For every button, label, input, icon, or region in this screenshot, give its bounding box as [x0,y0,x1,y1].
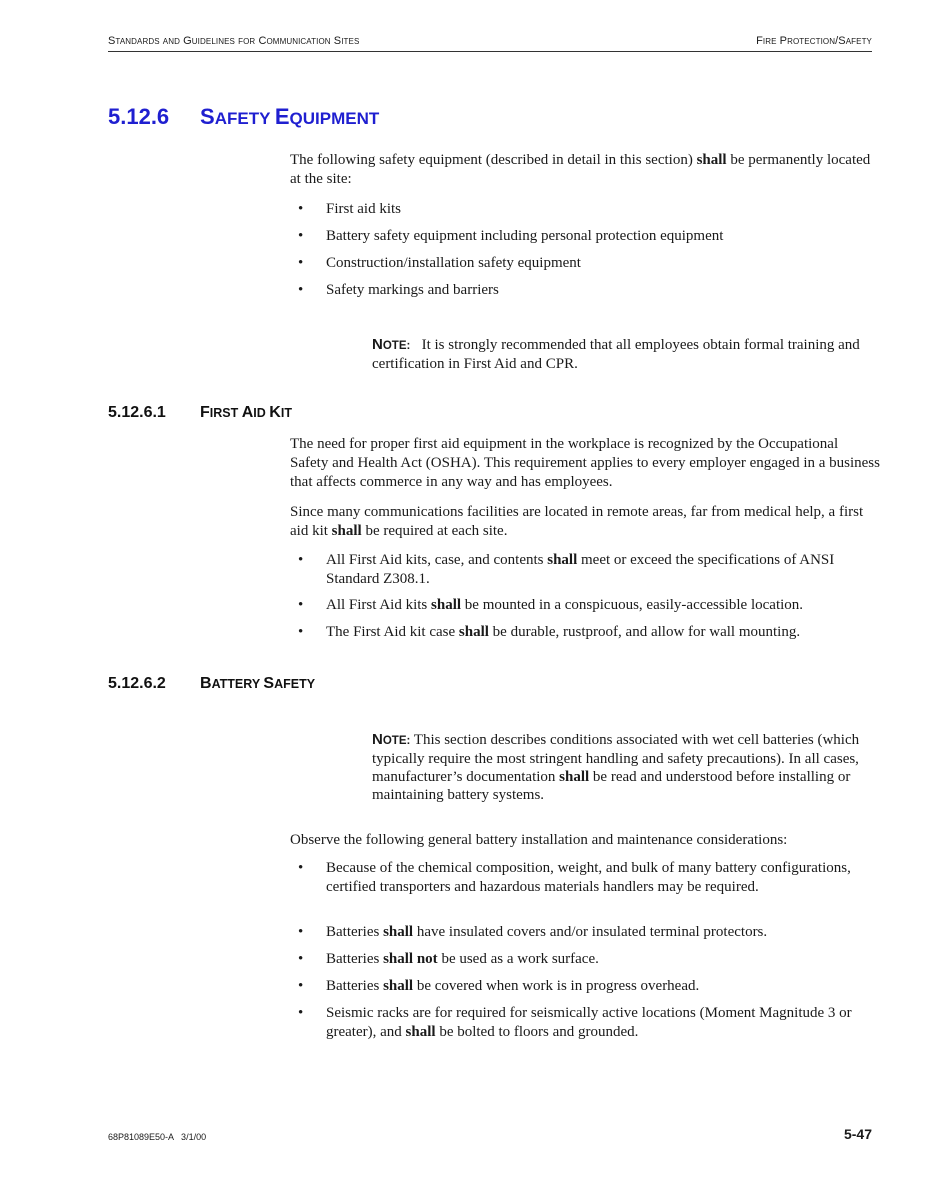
section-title-initial: E [274,104,290,129]
intro-text: The following safety equipment (described in detail in this section) [290,152,697,168]
running-header-left: Standards and Guidelines for Communication Sites [108,35,360,47]
note-training [372,336,877,373]
list-item-text: Batteries shall not be used as a work surface. [326,951,599,967]
header-divider [108,51,872,52]
section-heading [108,104,379,130]
bullet-icon: • [298,597,304,613]
bullet-icon: • [298,201,304,217]
running-header-right: Fire Protection/Safety [756,35,872,47]
battery-intro: Observe the following general battery installation and maintenance considerations: [290,832,788,848]
subsection-title-initial: S [263,675,275,692]
first-aid-paragraph: The need for proper first aid equipment in the workplace is recognized by the Occupational Safety and Health Act (OSHA). This requirement applies to every employer engaged in a business that affects commerce in any way and has employees. [290,436,880,490]
note-label-initial: N [372,731,383,748]
bullet-icon: • [298,860,304,876]
first-aid-paragraph [290,503,880,541]
subsection-title-part: IT [280,406,292,420]
note-battery [372,731,877,804]
list-item-text: First aid kits [326,201,402,217]
paragraph-emphasis: shall [331,523,362,539]
note-label-rest: OTE: [382,735,411,747]
subsection-title-initial: F [200,404,210,421]
bullet-icon: • [298,624,304,640]
bullet-icon: • [298,228,304,244]
list-item-text: The First Aid kit case shall be durable, rustproof, and allow for wall mounting. [326,624,801,640]
bullet-icon: • [298,255,304,271]
list-item-text: Batteries shall be covered when work is in progress overhead. [326,978,700,994]
list-item-text: Construction/installation safety equipment [326,255,581,271]
subsection-title-part: ATTERY [211,677,264,691]
bullet-icon: • [298,924,304,940]
list-item-text: Safety markings and barriers [326,282,499,298]
note-label [372,336,410,353]
note-text: be read and understood before installing or maintaining battery systems. [372,769,851,803]
list-item-text: Batteries shall have insulated covers and/or insulated terminal protectors. [326,924,768,940]
bullet-icon: • [298,978,304,994]
note-label [372,731,410,748]
note-label-rest: OTE: [382,340,411,352]
bullet-icon: • [298,951,304,967]
list-item-text: All First Aid kits shall be mounted in a conspicuous, easily-accessible location. [326,597,804,613]
subsection-title-initial: A [241,404,254,421]
list-item-text: Battery safety equipment including personal protection equipment [326,228,724,244]
subsection-title-part: AFETY [274,677,316,691]
section-title-part: AFETY [214,109,275,128]
list-item-text: All First Aid kits, case, and contents shall meet or exceed the specifications of ANSI Standard Z308.1. [326,552,835,587]
note-label-initial: N [372,336,383,353]
section-title-part: QUIPMENT [289,109,380,128]
intro-text: be permanently located at the site: [290,152,871,187]
paragraph-text: be required at each site. [361,523,508,539]
subsection-heading-first-aid [108,404,292,422]
list-item-text: Because of the chemical composition, weight, and bulk of many battery configurations, certified transporters and hazardous materials handlers may be required. [326,860,851,895]
paragraph-text: Since many communications facilities are located in remote areas, far from medical help, a first aid kit [290,504,864,539]
subsection-title-initial: K [269,404,281,421]
page-number: 5-47 [843,1126,872,1142]
subsection-title-part: IRST [209,406,242,420]
section-title-initial: S [200,104,215,129]
subsection-title-initial: B [200,675,212,692]
intro-emphasis: shall [696,152,727,168]
subsection-number: 5.12.6.2 [108,675,166,692]
bullet-icon: • [298,282,304,298]
note-text: It is strongly recommended that all employees obtain formal training and certification in First Aid and CPR. [372,337,860,372]
list-item-text: Seismic racks are for required for seismically active locations (Moment Magnitude 3 or greater), and shall be bolted to floors and grounded. [326,1005,852,1040]
subsection-title-part: ID [253,406,270,420]
section-number: 5.12.6 [108,104,170,129]
bullet-icon: • [298,1005,304,1021]
subsection-number: 5.12.6.1 [108,404,166,421]
bullet-icon: • [298,552,304,568]
subsection-heading-battery [108,675,315,693]
footer-doc-id: 68P81089E50-A 3/1/00 [108,1132,207,1142]
section-intro [290,151,880,189]
note-text: This section describes conditions associated with wet cell batteries (which typically require the most stringent handling and safety precautions). In all cases, manufacturer’s documentation [372,732,860,785]
note-emphasis: shall [559,769,590,785]
